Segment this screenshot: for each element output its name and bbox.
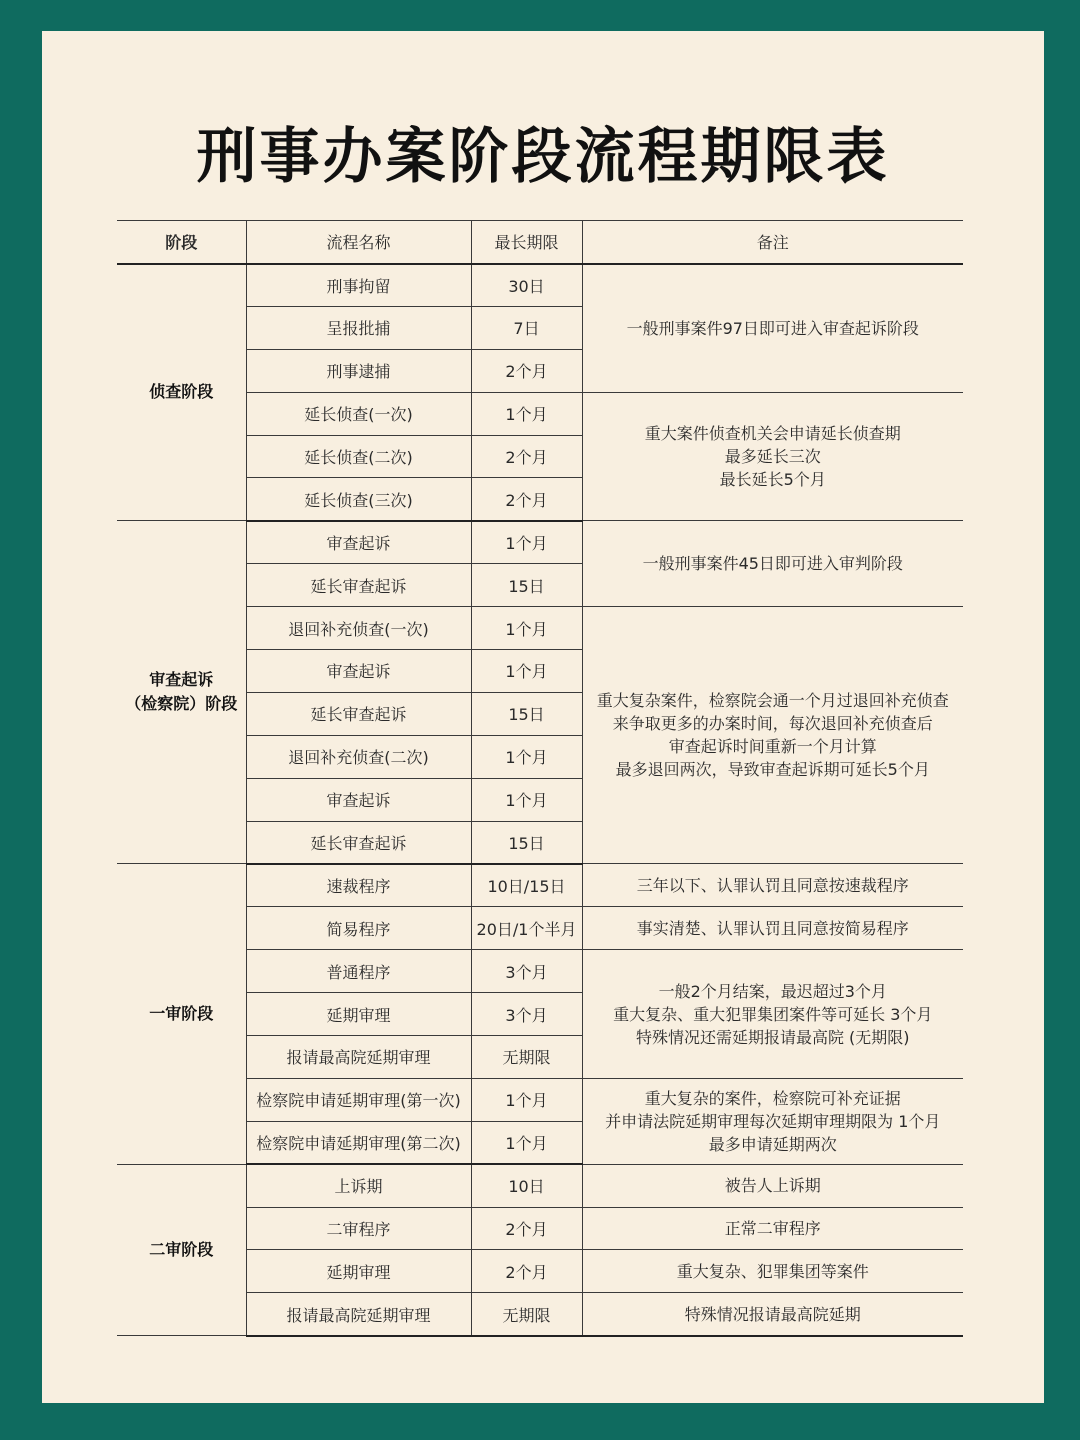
limit-cell: 3个月: [471, 993, 582, 1036]
note-line: 最多退回两次，导致审查起诉期可延长5个月: [615, 760, 930, 780]
table-row: [117, 521, 963, 564]
process-cell: 检察院申请延期审理(第一次): [246, 1078, 471, 1121]
stage-label: 二审阶段: [149, 1239, 214, 1259]
process-cell: 审查起诉: [246, 778, 471, 821]
limit-cell: 1个月: [471, 650, 582, 693]
header-stage: 阶段: [117, 221, 246, 264]
limit-cell: 1个月: [471, 735, 582, 778]
limit-cell: 20日/1个半月: [471, 907, 582, 950]
process-cell: 二审程序: [246, 1207, 471, 1250]
limit-cell: 2个月: [471, 1207, 582, 1250]
note-cell: [582, 521, 963, 607]
note-cell: [582, 907, 963, 950]
deadline-table: [117, 220, 963, 1337]
note-line: 审查起诉时间重新一个月计算: [668, 737, 877, 757]
paper-sheet: [42, 31, 1044, 1403]
limit-cell: 10日/15日: [471, 864, 582, 907]
note-cell: [582, 1293, 963, 1336]
limit-cell: 2个月: [471, 478, 582, 521]
process-cell: 报请最高院延期审理: [246, 1036, 471, 1079]
process-cell: 上诉期: [246, 1164, 471, 1207]
limit-cell: 1个月: [471, 778, 582, 821]
note-line: 一般刑事案件45日即可进入审判阶段: [642, 554, 903, 574]
limit-cell: 7日: [471, 306, 582, 349]
table-row: [117, 864, 963, 907]
limit-cell: 15日: [471, 821, 582, 864]
table-row: [117, 1164, 963, 1207]
note-cell: [582, 607, 963, 864]
limit-cell: 2个月: [471, 435, 582, 478]
process-cell: 延长侦查(三次): [246, 478, 471, 521]
process-cell: 延长审查起诉: [246, 564, 471, 607]
note-cell: [582, 1207, 963, 1250]
note-line: 事实清楚、认罪认罚且同意按简易程序: [636, 918, 909, 938]
note-line: 特殊情况还需延期报请最高院 (无期限): [635, 1027, 910, 1047]
process-cell: 延长侦查(二次): [246, 435, 471, 478]
limit-cell: 15日: [471, 692, 582, 735]
stage-cell: [117, 521, 246, 864]
note-line: 三年以下、认罪认罚且同意按速裁程序: [636, 875, 909, 895]
note-line: 来争取更多的办案时间，每次退回补充侦查后: [612, 714, 933, 734]
note-cell: [582, 1250, 963, 1293]
process-cell: 呈报批捕: [246, 306, 471, 349]
note-line: 重大复杂、犯罪集团等案件: [676, 1261, 869, 1281]
limit-cell: 2个月: [471, 1250, 582, 1293]
limit-cell: 10日: [471, 1164, 582, 1207]
limit-cell: 2个月: [471, 349, 582, 392]
process-cell: 刑事逮捕: [246, 349, 471, 392]
process-cell: 延期审理: [246, 1250, 471, 1293]
process-cell: 速裁程序: [246, 864, 471, 907]
process-cell: 普通程序: [246, 950, 471, 993]
stage-label: （检察院）阶段: [125, 694, 238, 714]
process-cell: 检察院申请延期审理(第二次): [246, 1121, 471, 1164]
process-cell: 退回补充侦查(二次): [246, 735, 471, 778]
header-limit: 最长期限: [471, 221, 582, 264]
process-cell: 延长审查起诉: [246, 821, 471, 864]
limit-cell: 1个月: [471, 392, 582, 435]
note-line: 一般2个月结案，最迟超过3个月: [658, 981, 887, 1001]
process-cell: 退回补充侦查(一次): [246, 607, 471, 650]
process-cell: 延长审查起诉: [246, 692, 471, 735]
stage-label: 审查起诉: [149, 670, 214, 690]
note-line: 一般刑事案件97日即可进入审查起诉阶段: [626, 318, 919, 338]
stage-cell: [117, 864, 246, 1164]
stage-cell: [117, 264, 246, 521]
note-line: 并申请法院延期审理每次延期审理期限为 1个月: [605, 1111, 941, 1131]
header-row: [117, 221, 963, 264]
limit-cell: 15日: [471, 564, 582, 607]
note-line: 正常二审程序: [724, 1219, 821, 1239]
limit-cell: 3个月: [471, 950, 582, 993]
note-line: 重大复杂、重大犯罪集团案件等可延长 3个月: [613, 1004, 933, 1024]
process-cell: 延期审理: [246, 993, 471, 1036]
stage-label: 一审阶段: [149, 1004, 214, 1024]
limit-cell: 1个月: [471, 1078, 582, 1121]
limit-cell: 无期限: [471, 1293, 582, 1336]
page-title: 刑事办案阶段流程期限表: [196, 122, 890, 192]
note-line: 重大案件侦查机关会申请延长侦查期: [644, 424, 901, 443]
note-line: 重大复杂的案件，检察院可补充证据: [644, 1088, 901, 1108]
note-cell: [582, 392, 963, 521]
process-cell: 延长侦查(一次): [246, 392, 471, 435]
process-cell: 刑事拘留: [246, 264, 471, 307]
note-line: 重大复杂案件，检察院会通一个月过退回补充侦查: [596, 691, 949, 711]
note-line: 最多申请延期两次: [708, 1134, 837, 1154]
limit-cell: 1个月: [471, 607, 582, 650]
note-cell: [582, 864, 963, 907]
limit-cell: 1个月: [471, 521, 582, 564]
stage-cell: [117, 1164, 246, 1336]
note-line: 最多延长三次: [724, 447, 821, 466]
process-cell: 简易程序: [246, 907, 471, 950]
limit-cell: 1个月: [471, 1121, 582, 1164]
limit-cell: 无期限: [471, 1036, 582, 1079]
note-line: 特殊情况报请最高院延期: [684, 1304, 861, 1324]
note-line: 被告人上诉期: [724, 1176, 821, 1196]
header-note: 备注: [582, 221, 963, 264]
process-cell: 审查起诉: [246, 521, 471, 564]
note-cell: [582, 950, 963, 1079]
process-cell: 审查起诉: [246, 650, 471, 693]
note-line: 最长延长5个月: [719, 470, 826, 489]
note-cell: [582, 1078, 963, 1164]
limit-cell: 30日: [471, 264, 582, 307]
stage-label: 侦查阶段: [149, 382, 214, 402]
note-cell: [582, 264, 963, 393]
header-process: 流程名称: [246, 221, 471, 264]
process-cell: 报请最高院延期审理: [246, 1293, 471, 1336]
note-cell: [582, 1164, 963, 1207]
table-row: [117, 264, 963, 307]
